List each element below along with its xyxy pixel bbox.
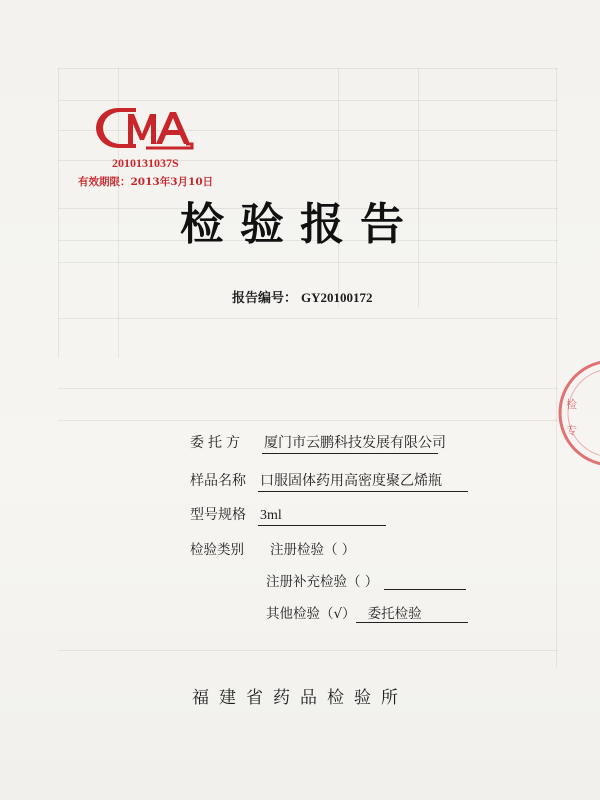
model-spec-value: 3ml (258, 508, 386, 526)
report-number (232, 287, 373, 306)
sample-name-value: 口服固体药用高密度聚乙烯瓶 (258, 470, 468, 492)
cma-validity-date: 有效期限：2013年3月10日 (78, 176, 214, 188)
supplementary-inspection-line (384, 575, 466, 590)
inspection-type-other (266, 602, 468, 623)
client-label: 委托方 (190, 435, 244, 451)
svg-text:专: 专 (566, 424, 577, 437)
report-number-value: GY20100172 (301, 290, 373, 305)
other-inspection-value: 委托检验 (356, 602, 468, 623)
registration-inspection-option: 注册检验（ ） (270, 542, 356, 558)
official-seal-stamp (552, 358, 600, 468)
model-spec-label: 型号规格 (190, 507, 246, 523)
sample-name-label: 样品名称 (190, 473, 246, 489)
other-inspection-option: 其他检验（√） (266, 606, 356, 622)
cma-logo-stamp (96, 104, 196, 152)
model-spec-field (190, 504, 386, 526)
report-number-label: 报告编号： (232, 291, 298, 306)
supplementary-inspection-option: 注册补充检验（ ） (266, 574, 379, 590)
inspection-type-supplementary (266, 570, 466, 590)
client-field (190, 432, 446, 454)
sample-name-field (190, 470, 468, 492)
inspection-type-registration (190, 538, 355, 558)
svg-text:检: 检 (566, 398, 577, 411)
client-value: 厦门市云鹏科技发展有限公司 (262, 432, 438, 454)
issuing-institute: 福建省药品检验所 (192, 688, 408, 708)
inspection-type-label: 检验类别 (190, 542, 244, 558)
page-title: 检验报告 (180, 199, 420, 250)
cma-certificate-code: 2010131037S (112, 156, 179, 170)
